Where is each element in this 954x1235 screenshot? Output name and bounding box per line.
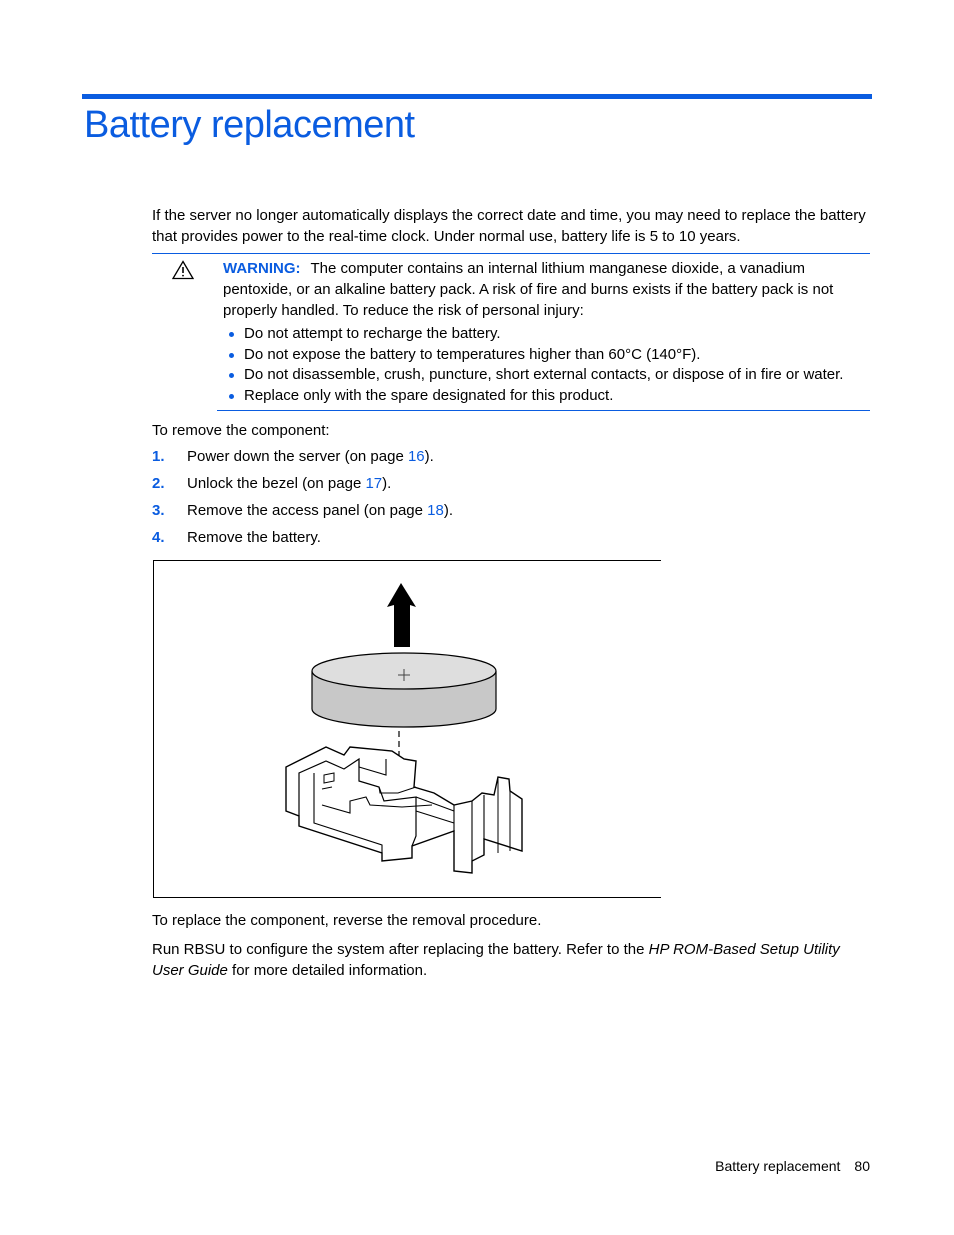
warning-list <box>223 324 866 406</box>
replace-note: To replace the component, reverse the removal procedure. <box>152 912 542 929</box>
warning-box <box>152 253 870 411</box>
bullet-icon <box>229 373 234 378</box>
battery-removal-figure <box>153 560 661 898</box>
page-footer <box>715 1158 870 1174</box>
guide-title: HP ROM-Based Setup Utility User Guide <box>152 941 840 979</box>
warning-label: WARNING: <box>223 260 301 277</box>
rbsu-paragraph: Run RBSU to configure the system after replacing the battery. Refer to the HP ROM-Based Setup Utility User Guide for more detailed information. <box>152 941 840 979</box>
bullet-icon <box>229 332 234 337</box>
remove-intro: To remove the component: <box>152 422 330 439</box>
warning-text <box>223 258 866 321</box>
warning-body: The computer contains an internal lithium manganese dioxide, a vanadium pentoxide, or an alkaline battery pack. A risk of fire and burns exists if the battery pack is not properly handled. To reduce the risk of personal injury: <box>223 260 834 319</box>
step-number: 3. <box>152 502 165 519</box>
list-item: Do not attempt to recharge the battery. <box>223 324 866 345</box>
page-link-17[interactable]: 17 <box>365 475 383 492</box>
page-number: 80 <box>854 1158 870 1174</box>
battery-removal-illustration <box>154 561 661 897</box>
up-arrow-icon <box>387 583 416 647</box>
list-item: Do not expose the battery to temperatures higher than 60°C (140°F). <box>223 345 866 366</box>
step-number: 1. <box>152 448 165 465</box>
page-link-18[interactable]: 18 <box>427 502 444 519</box>
page-link-16[interactable]: 16 <box>407 448 425 465</box>
footer-section: Battery replacement <box>715 1158 841 1174</box>
step-number: 2. <box>152 475 165 492</box>
bullet-icon <box>229 394 234 399</box>
list-item: Do not disassemble, crush, puncture, short external contacts, or dispose of in fire or water. <box>223 365 866 386</box>
bullet-icon <box>229 353 234 358</box>
warning-triangle-icon <box>172 260 194 280</box>
title-rule <box>82 94 872 99</box>
step-number: 4. <box>152 529 165 546</box>
intro-paragraph: If the server no longer automatically displays the correct date and time, you may need to replace the battery that provides power to the real-time clock. Under normal use, battery life is 5 to 10 years. <box>152 207 866 245</box>
page-title: Battery replacement <box>84 104 415 146</box>
list-item: Replace only with the spare designated for this product. <box>223 386 866 407</box>
